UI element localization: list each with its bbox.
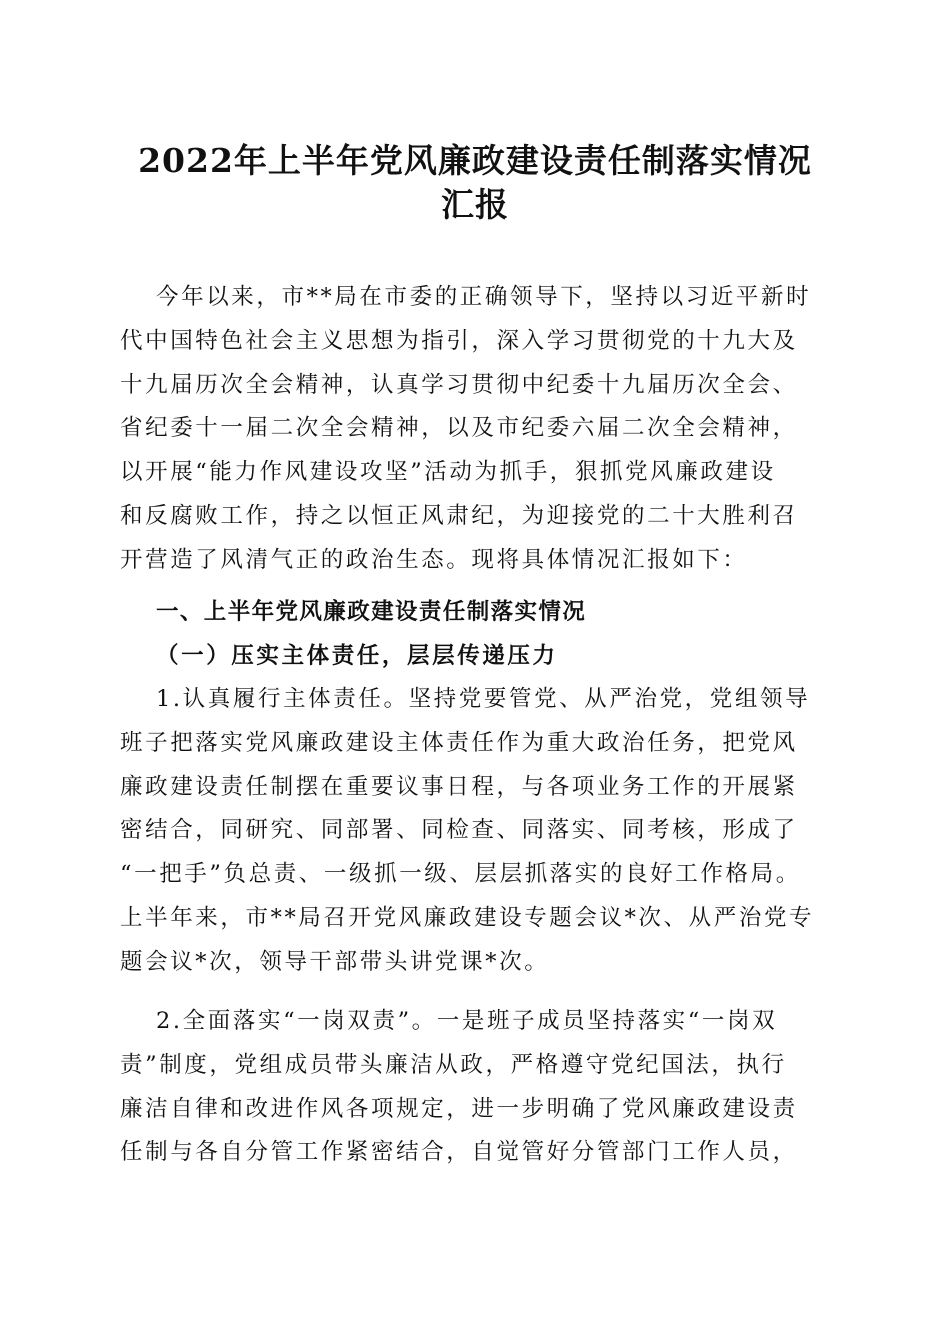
document-title-line-1: 2022年上半年党风廉政建设责任制落实情况 [138,141,812,180]
paragraph-line: 代中国特色社会主义思想为指引，深入学习贯彻党的十九大及 [120,327,798,354]
subsection-heading-1: （一）压实主体责任，层层传递压力 [156,643,558,669]
paragraph-line: 2.全面落实“一岗双责”。一是班子成员坚持落实“一岗双 [156,1008,778,1034]
paragraph-line: 任制与各自分管工作紧密结合，自觉管好分管部门工作人员， [120,1139,798,1166]
paragraph-line: 上半年来，市**局召开党风廉政建设专题会议*次、从严治党专 [120,904,815,931]
paragraph-line: 责”制度，党组成员带头廉洁从政，严格遵守党纪国法，执行 [120,1051,787,1078]
paragraph-line: 省纪委十一届二次全会精神，以及市纪委六届二次全会精神， [120,415,798,442]
paragraph-line: 1.认真履行主体责任。坚持党要管党、从严治党，党组领导 [156,686,811,712]
paragraph-line: 十九届历次全会精神，认真学习贯彻中纪委十九届历次全会、 [120,371,798,398]
paragraph-line: 今年以来，市**局在市委的正确领导下，坚持以习近平新时 [156,284,812,310]
paragraph-line: 以开展“能力作风建设攻坚”活动为抓手，狠抓党风廉政建设 [120,459,776,486]
paragraph-line: 班子把落实党风廉政建设主体责任作为重大政治任务，把党风 [120,729,798,756]
document-title-line-2: 汇报 [441,185,509,224]
paragraph-line: 和反腐败工作，持之以恒正风肃纪，为迎接党的二十大胜利召 [120,502,798,529]
paragraph-line: 廉洁自律和改进作风各项规定，进一步明确了党风廉政建设责 [120,1095,798,1122]
paragraph-line: “一把手”负总责、一级抓一级、层层抓落实的良好工作格局。 [120,861,801,888]
paragraph-line: 开营造了风清气正的政治生态。现将具体情况汇报如下： [120,546,748,573]
item-2-paragraph [120,1000,835,1175]
paragraph-line: 廉政建设责任制摆在重要议事日程，与各项业务工作的开展紧 [120,773,798,800]
item-1-paragraph [120,678,835,985]
section-heading-1: 一、上半年党风廉政建设责任制落实情况 [156,599,587,625]
paragraph-line: 题会议*次，领导干部带头讲党课*次。 [120,948,550,975]
intro-paragraph [120,276,835,583]
paragraph-line: 密结合，同研究、同部署、同检查、同落实、同考核，形成了 [120,817,798,844]
